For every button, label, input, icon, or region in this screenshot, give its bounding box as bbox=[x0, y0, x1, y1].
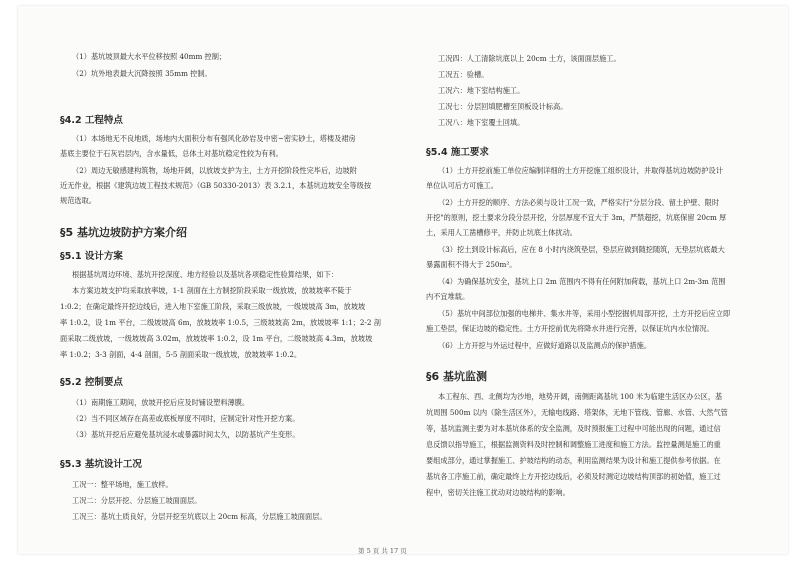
paragraph-line: 近无作业，根据《建筑边坡工程技术规范》（GB 50330-2013）表 3.2.1，本基坑边坡安全等级按 bbox=[60, 181, 372, 190]
paragraph-line: （1）本场地无不良地质，场地内大面积分布有强风化砂岩及中密~密实砂土，塔楼及裙房 bbox=[72, 134, 356, 143]
paragraph-line: 等，基坑监测主要为对本基坑体系的安全监测，及时预报施工过程中可能出现的问题，通过信 bbox=[426, 424, 721, 433]
condition-item: 工况八：地下室覆土回填。 bbox=[438, 118, 525, 127]
condition-item: 工况四：人工清除坑底以上 20cm 土方，该面面层施工。 bbox=[438, 54, 621, 63]
page-number: 第 5 页 共 17 页 bbox=[358, 547, 407, 555]
paragraph-line: 率 1:0.2，设 1m 平台，二级坡坡高 6m，放坡坡率 1:0.5，三级坡坡高 2m，放坡坡率 1:1；2-2 剖 bbox=[60, 318, 381, 327]
paragraph-line: （6）上方开挖与外运过程中，应做好道路以及监测点的保护措施。 bbox=[438, 341, 652, 350]
condition-item: 工况六：地下室结构施工。 bbox=[438, 86, 525, 95]
paragraph-line: 息反馈以指导施工，根据监测资料及时控制和调整施工进度和施工方法。监控量测是施工的重 bbox=[426, 440, 721, 449]
document-page bbox=[18, 6, 788, 554]
paragraph-line: （3）挖土到设计标高后，应在 8 小时内浇筑垫层，垫层应做到随挖随筑，无垫层坑底最大 bbox=[438, 245, 725, 254]
paragraph-line: 暴露面积不得大于 250m²。 bbox=[426, 260, 517, 269]
paragraph-line: 开挖"的原则，挖土要求分段分层开挖，分层厚度不宜大于 3m，严禁超挖，坑底保留 20cm 厚 bbox=[426, 213, 727, 222]
paragraph-line: 土，采用人工凿槽修平，并防止坑底土体扰动。 bbox=[426, 228, 577, 237]
paragraph-line: 1:0.2；在确定最终开挖边线后，进入地下室施工阶段，采取三级放坡，一级坡坡高 3m，放坡坡 bbox=[60, 302, 366, 311]
section-5-1-heading: §5.1 设计方案 bbox=[60, 251, 123, 262]
section-5-3-heading: §5.3 基坑设计工况 bbox=[60, 459, 142, 470]
paragraph-line: （5）基坑中间部位加强的电梯井、集水井等，采用小型挖掘机局部开挖，土方开挖后应立即 bbox=[438, 309, 731, 318]
paragraph-line: 单位认可后方可施工。 bbox=[426, 181, 498, 190]
section-5-2-heading: §5.2 控制要点 bbox=[60, 377, 123, 388]
paragraph-line: 率 1:0.2；3-3 剖面，4-4 剖面，5-5 剖面采取一级放坡，放坡坡率 1:0.2。 bbox=[60, 350, 302, 359]
list-item: （2）当不同区域存在高差或底板厚度不同时，应制定针对性开挖方案。 bbox=[72, 414, 300, 423]
paragraph-line: （1）土方开挖前施工单位应编制详细的土方开挖施工组织设计，并取得基坑边坡防护设计 bbox=[438, 166, 723, 175]
requirement-item: （2）坑外地表最大沉降按照 35mm 控制。 bbox=[72, 69, 212, 78]
condition-item: 工况三：基坑土质良好，分层开挖至坑底以上 20cm 标高，分层施工坡面面层。 bbox=[72, 512, 327, 521]
paragraph-line: 基坑各工序施工前，确定最终上方开挖边线后，必须及时测定边坡结构顶部的初始值，施工过 bbox=[426, 472, 721, 481]
paragraph-line: 内不宜堆载。 bbox=[426, 292, 470, 301]
paragraph-line: 本方案边坡支护均采取放率坡，1-1 剖面在土方制挖阶段采取一级放坡，放坡坡率不陡于 bbox=[72, 286, 352, 295]
section-4-2-heading: §4.2 工程特点 bbox=[60, 115, 123, 126]
paragraph-line: 基底主要位于石灰岩层内，含水量低，总体土对基坑稳定性较为有利。 bbox=[60, 149, 283, 158]
paragraph-line: 根据基坑周边环境、基坑开挖深度、地方经验以及基坑各项稳定性验算结果，如下： bbox=[72, 270, 338, 279]
paragraph-line: 要组成部分，通过掌握施工、护坡结构的动态，利用监测结果为设计和施工提供参考依据。在 bbox=[426, 456, 721, 465]
paragraph-line: （2）土方开挖的顺序、方法必须与设计工况一致，严格实行"分层分段、留土护壁、限时 bbox=[438, 198, 720, 207]
paragraph-line: 施工垫层，保证边坡的稳定性。土方开挖前优先将降水井进行完善，以保证坑内水位情况。 bbox=[426, 324, 714, 333]
paragraph-line: 程中，密切关注施工扰动对边坡结构的影响。 bbox=[426, 488, 570, 497]
section-6-heading: §6 基坑监测 bbox=[426, 370, 487, 383]
section-5-heading: §5 基坑边坡防护方案介绍 bbox=[60, 226, 187, 239]
condition-item: 工况五：验槽。 bbox=[438, 70, 489, 79]
paragraph-line: 坑周围 500m 以内（除生活区外），无输电线路、塔架体，无地下管线、管廊、水管、大然气管 bbox=[426, 408, 728, 417]
paragraph-line: （2）周边无敏感建构筑物，场地开阔，以放坡支护为主，土方开挖阶段性完毕后，边坡附 bbox=[72, 166, 357, 175]
section-5-4-heading: §5.4 施工要求 bbox=[426, 147, 489, 158]
condition-item: 工况二：分层开挖、分层施工坡面面层。 bbox=[72, 496, 202, 505]
paragraph-line: （4）为确保基坑安全，基坑上口 2m 范围内不得有任何附加荷载，基坑上口 2m-3m 范围 bbox=[438, 277, 726, 286]
paragraph-line: 面采取二级放坡，一级坡坡高 3.02m，放坡坡率 1:0.2，设 1m 平台，二级坡坡高 4.3m，放坡坡 bbox=[60, 334, 373, 343]
paragraph-line: 规范选取。 bbox=[60, 196, 96, 205]
condition-item: 工况一：整平场地，施工放样。 bbox=[72, 480, 173, 489]
paragraph-line: 本工程东、西、北侧均为沙地，地势开阔，南侧距离基坑 100 米为临建生活区办公区，基 bbox=[438, 392, 723, 401]
condition-item: 工况七：分层回填肥槽至顶板设计标高。 bbox=[438, 102, 568, 111]
list-item: （1）南期施工期间，放坡开挖后应及时铺设塑料薄膜。 bbox=[72, 398, 250, 407]
list-item: （3）基坑开挖后应避免基坑浸水或暴露时间太久，以防基坑产生变形。 bbox=[72, 430, 300, 439]
requirement-item: （1）基坑坡顶最大水平位移按照 40mm 控制； bbox=[72, 52, 227, 61]
